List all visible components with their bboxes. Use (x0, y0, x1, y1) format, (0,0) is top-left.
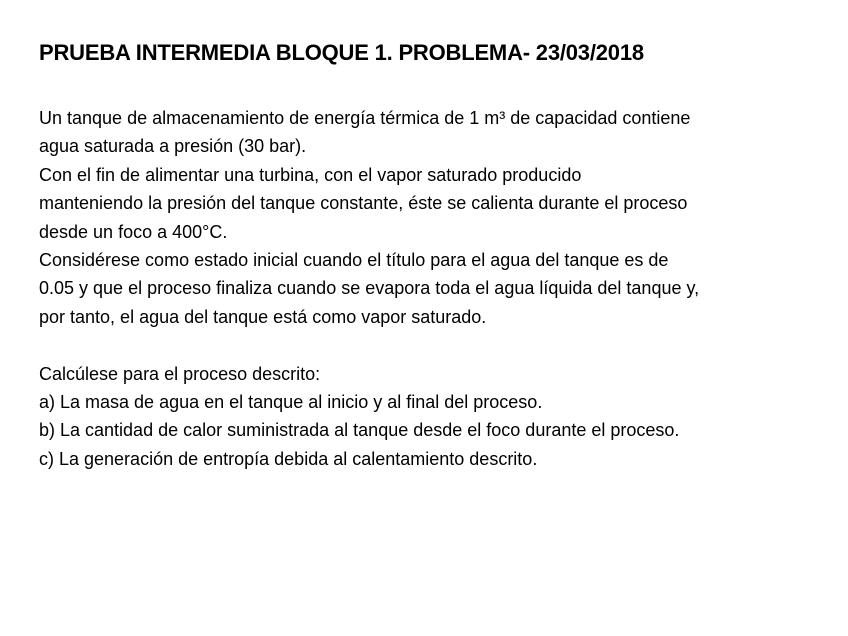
statement-line: Con el fin de alimentar una turbina, con el vapor saturado producido (39, 164, 582, 185)
questions-intro: Calcúlese para el proceso descrito: (39, 363, 321, 384)
statement-line: manteniendo la presión del tanque constante, éste se calienta durante el proceso (39, 193, 688, 214)
statement-line: por tanto, el agua del tanque está como vapor saturado. (39, 306, 487, 327)
problem-title: PRUEBA INTERMEDIA BLOQUE 1. PROBLEMA- 23/03/2018 (39, 40, 644, 65)
question-item: a) La masa de agua en el tanque al inicio y al final del proceso. (39, 392, 543, 413)
statement-line: Considérese como estado inicial cuando el título para el agua del tanque es de (39, 250, 669, 271)
problem-body (39, 104, 829, 473)
statement-line: 0.05 y que el proceso finaliza cuando se evapora toda el agua líquida del tanque y, (39, 278, 700, 299)
paragraph-spacer (39, 331, 829, 359)
statement-line: desde un foco a 400°C. (39, 221, 228, 242)
statement-line: agua saturada a presión (30 bar). (39, 136, 307, 157)
statement-line: Un tanque de almacenamiento de energía térmica de 1 m³ de capacidad contiene (39, 108, 691, 128)
question-item: b) La cantidad de calor suministrada al tanque desde el foco durante el proceso. (39, 420, 680, 441)
question-item: c) La generación de entropía debida al calentamiento descrito. (39, 448, 538, 469)
